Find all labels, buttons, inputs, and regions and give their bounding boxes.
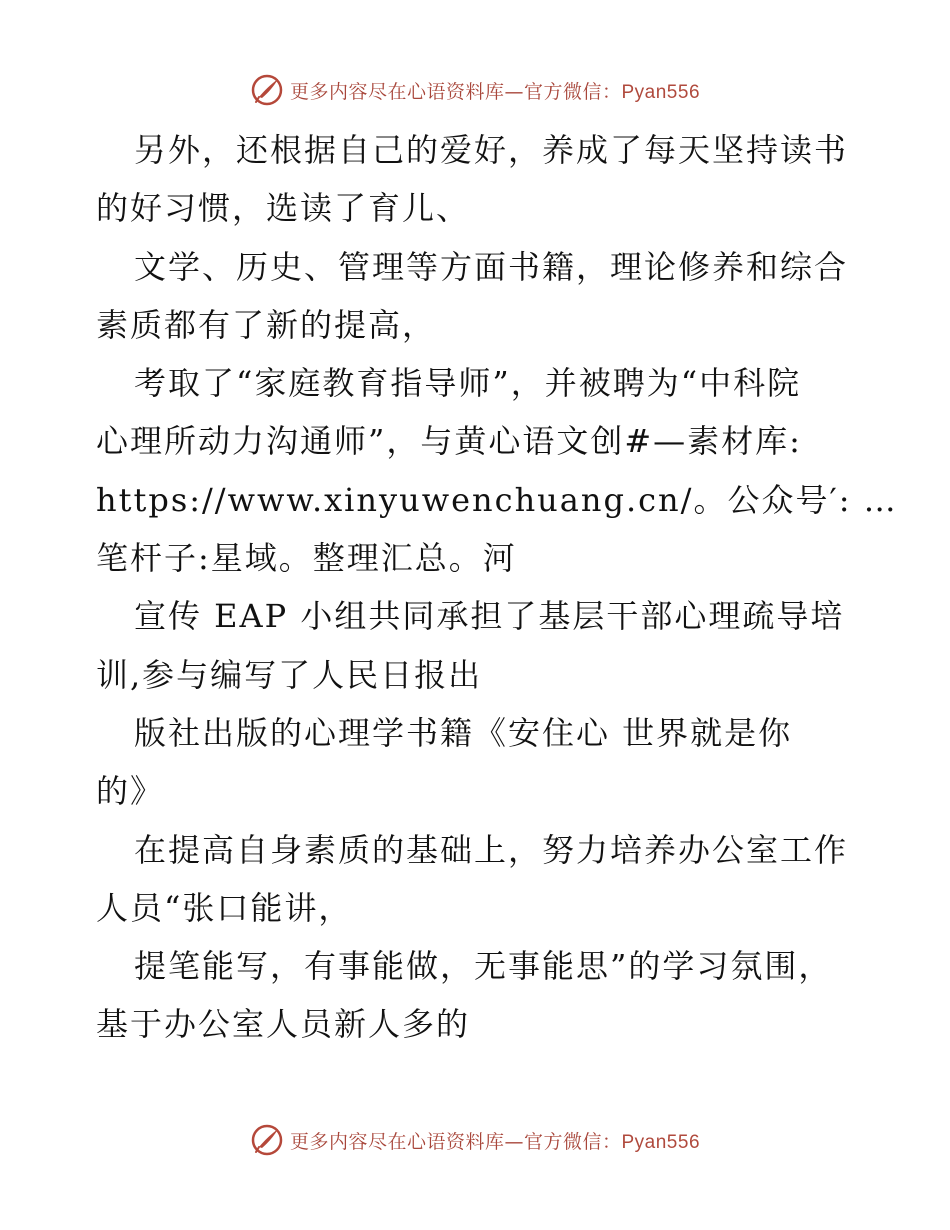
- text-line: 在提高自身素质的基础上，努力培养办公室工作: [134, 830, 849, 869]
- text-line: 的好习惯，选读了育儿、: [96, 189, 471, 228]
- text-line: 另外，还根据自己的爱好，养成了每天坚持读书: [134, 131, 849, 169]
- text-line: https://www.xinyuwenchuang.cn/。公众号′: …: [96, 480, 898, 519]
- text-line: 训,参与编写了人民日报出: [96, 655, 483, 694]
- text-line: 考取了“家庭教育指导师”，并被聘为“中科院: [134, 364, 802, 403]
- text-line: 文学、历史、管理等方面书籍，理论修养和综合: [134, 247, 849, 286]
- text-line: 素质都有了新的提高，: [96, 305, 437, 344]
- text-line: 提笔能写，有事能做，无事能思”的学习氛围，: [134, 947, 833, 986]
- text-line: 的》: [96, 772, 165, 811]
- header-banner: [0, 70, 950, 110]
- text-line: 心理所动力沟通师”，与黄心语文创#—素材库:: [96, 422, 802, 461]
- header-banner-text: 更多内容尽在心语资料库—官方微信：: [289, 80, 622, 103]
- header-banner-handle: Pyan556: [621, 81, 701, 103]
- text-line: 版社出版的心理学书籍《安住心 世界就是你: [134, 713, 793, 752]
- footer-banner-text: 更多内容尽在心语资料库—官方微信：: [289, 1130, 622, 1153]
- text-line: 人员“张口能讲，: [96, 888, 353, 927]
- text-line: 笔杆子:星域。整理汇总。河: [96, 539, 517, 578]
- document-body: [96, 121, 898, 1054]
- text-line: 宣传 EAP 小组共同承担了基层干部心理疏导培: [134, 597, 845, 636]
- footer-banner-handle: Pyan556: [621, 1131, 701, 1153]
- text-line: 基于办公室人员新人多的: [96, 1005, 471, 1044]
- quill-logo-icon: [250, 73, 284, 107]
- footer-banner: [0, 1120, 950, 1160]
- quill-logo-icon: [250, 1123, 284, 1157]
